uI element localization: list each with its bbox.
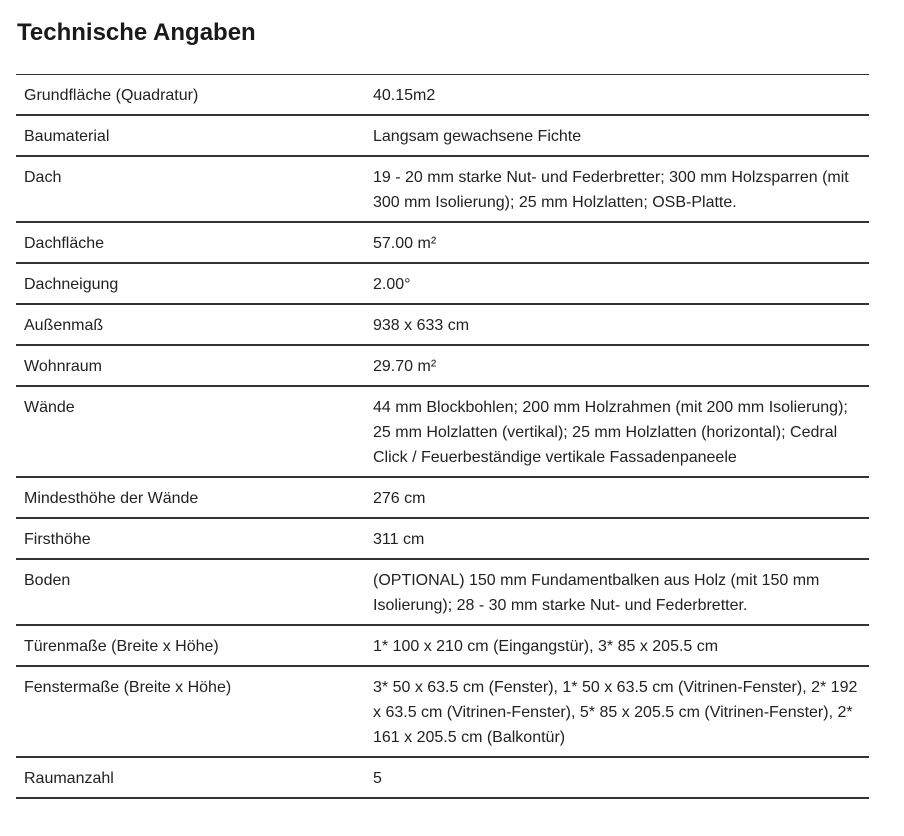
spec-value: 276 cm [373, 490, 426, 507]
table-row [16, 75, 869, 116]
table-row [16, 156, 869, 222]
table-row [16, 304, 869, 345]
table-row [16, 222, 869, 263]
spec-label: Türenmaße (Breite x Höhe) [24, 638, 219, 655]
spec-label: Wände [24, 399, 75, 416]
spec-label: Fenstermaße (Breite x Höhe) [24, 679, 232, 696]
table-row [16, 115, 869, 156]
spec-label: Dach [24, 169, 62, 186]
spec-label: Mindesthöhe der Wände [24, 490, 199, 507]
spec-value: Langsam gewachsene Fichte [373, 128, 582, 145]
table-row [16, 666, 869, 757]
spec-value: 2.00° [373, 276, 411, 293]
spec-value: 311 cm [373, 531, 425, 548]
page-title: Technische Angaben [17, 19, 256, 46]
table-row [16, 757, 869, 798]
table-row [16, 625, 869, 666]
table-row [16, 263, 869, 304]
spec-label: Dachneigung [24, 276, 119, 293]
specs-table-body [16, 75, 869, 799]
spec-value: 29.70 m² [373, 358, 437, 375]
spec-label: Baumaterial [24, 128, 110, 145]
spec-value: 57.00 m² [373, 235, 437, 252]
spec-value: (OPTIONAL) 150 mm Fundamentbalken aus Holz (mit 150 mm Isolierung); 28 - 30 mm starke Nut- und Federbretter. [373, 572, 820, 614]
table-row [16, 559, 869, 625]
spec-label: Grundfläche (Quadratur) [24, 87, 199, 104]
table-row [16, 345, 869, 386]
spec-value: 19 - 20 mm starke Nut- und Federbretter; 300 mm Holzsparren (mit 300 mm Isolierung); 25 mm Holzlatten; OSB-Platte. [373, 169, 849, 211]
specs-table [16, 74, 869, 799]
spec-value: 1* 100 x 210 cm (Eingangstür), 3* 85 x 205.5 cm [373, 638, 719, 655]
spec-label: Boden [24, 572, 71, 589]
spec-label: Wohnraum [24, 358, 102, 375]
spec-value: 938 x 633 cm [373, 317, 470, 334]
spec-value: 40.15m2 [373, 87, 436, 104]
spec-label: Dachfläche [24, 235, 105, 252]
spec-value: 3* 50 x 63.5 cm (Fenster), 1* 50 x 63.5 cm (Vitrinen-Fenster), 2* 192 x 63.5 cm (Vitrinen-Fenster), 5* 85 x 205.5 cm (Vitrinen-Fenster), 2* 161 x 205.5 cm (Balkontür) [373, 679, 858, 746]
spec-label: Außenmaß [24, 317, 104, 334]
spec-label: Firsthöhe [24, 531, 91, 548]
spec-label: Raumanzahl [24, 770, 114, 787]
spec-value: 5 [373, 770, 382, 787]
table-row [16, 518, 869, 559]
table-row [16, 477, 869, 518]
spec-value: 44 mm Blockbohlen; 200 mm Holzrahmen (mit 200 mm Isolierung); 25 mm Holzlatten (vertikal); 25 mm Holzlatten (horizontal); Cedral Click / Feuerbeständige vertikale Fassadenpaneele [373, 399, 848, 466]
table-row [16, 386, 869, 477]
